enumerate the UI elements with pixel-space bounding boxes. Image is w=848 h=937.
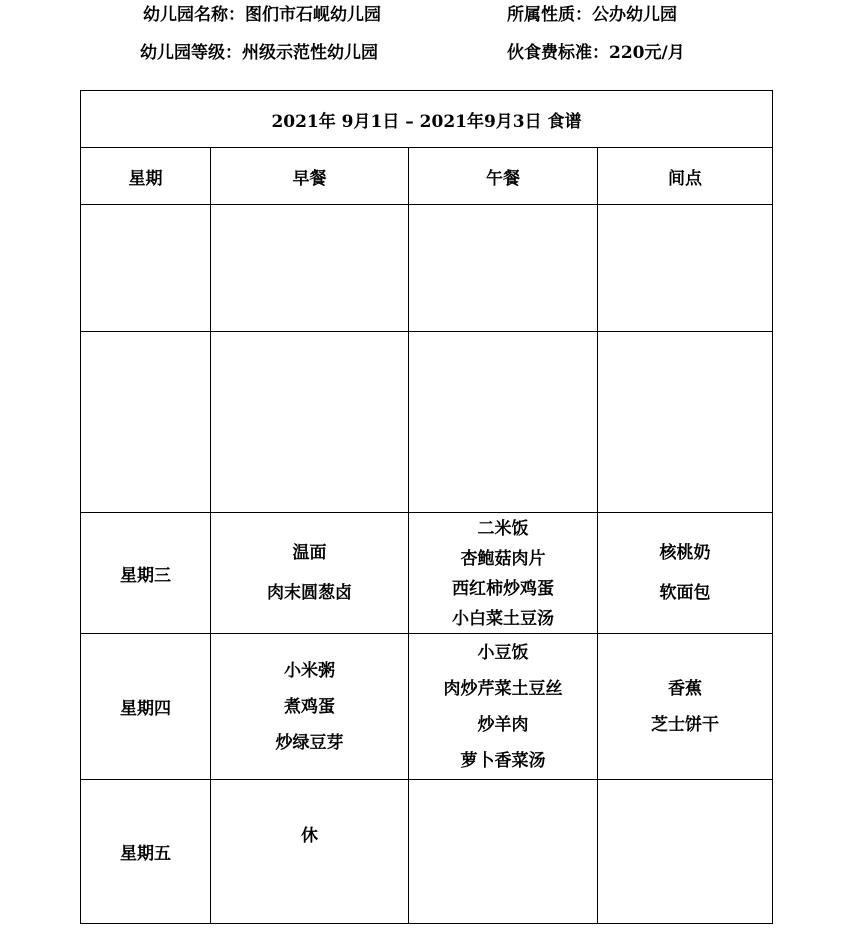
menu-item: 休 bbox=[301, 826, 318, 846]
menu-item: 核桃奶 bbox=[659, 543, 711, 563]
snack-cell bbox=[598, 634, 773, 780]
snack-cell bbox=[598, 513, 773, 634]
lunch-cell bbox=[409, 513, 598, 634]
menu-item: 温面 bbox=[292, 543, 327, 563]
day-cell: 星期三 bbox=[81, 513, 211, 634]
menu-item: 香蕉 bbox=[668, 678, 702, 699]
menu-item: 软面包 bbox=[659, 583, 711, 603]
kindergarten-grade: 幼儿园等级：州级示范性幼儿园 bbox=[140, 43, 378, 63]
breakfast-cell bbox=[211, 634, 409, 780]
day-cell: 星期五 bbox=[81, 780, 211, 924]
breakfast-cell bbox=[211, 780, 409, 924]
column-header-day: 星期 bbox=[81, 148, 211, 205]
lunch-cell bbox=[409, 205, 598, 332]
breakfast-cell bbox=[211, 205, 409, 332]
weekly-menu-table bbox=[80, 90, 773, 924]
table-row bbox=[81, 332, 773, 513]
menu-item: 炒羊肉 bbox=[477, 714, 529, 735]
breakfast-cell bbox=[211, 513, 409, 634]
column-header-lunch: 午餐 bbox=[409, 148, 598, 205]
day-cell bbox=[81, 332, 211, 513]
menu-item: 西红柿炒鸡蛋 bbox=[452, 579, 554, 599]
table-row bbox=[81, 513, 773, 634]
menu-item: 萝卜香菜汤 bbox=[460, 750, 546, 771]
menu-item: 肉末圆葱卤 bbox=[267, 583, 352, 603]
table-row bbox=[81, 205, 773, 332]
day-cell bbox=[81, 205, 211, 332]
snack-cell bbox=[598, 205, 773, 332]
menu-item: 煮鸡蛋 bbox=[284, 696, 335, 717]
column-header-breakfast: 早餐 bbox=[211, 148, 409, 205]
breakfast-cell bbox=[211, 332, 409, 513]
menu-item: 小白菜土豆汤 bbox=[452, 609, 554, 629]
menu-item: 炒绿豆芽 bbox=[275, 732, 344, 753]
lunch-cell bbox=[409, 780, 598, 924]
menu-item: 肉炒芹菜土豆丝 bbox=[443, 678, 563, 699]
table-row bbox=[81, 780, 773, 924]
lunch-cell bbox=[409, 332, 598, 513]
kindergarten-name: 幼儿园名称：图们市石岘幼儿园 bbox=[143, 5, 381, 25]
column-header-snack: 间点 bbox=[598, 148, 773, 205]
meal-fee-standard: 伙食费标准：220元/月 bbox=[507, 43, 685, 63]
menu-title: 2021年 9月1日 – 2021年9月3日 食谱 bbox=[81, 91, 773, 148]
day-cell: 星期四 bbox=[81, 634, 211, 780]
menu-item: 芝士饼干 bbox=[651, 714, 719, 735]
lunch-cell bbox=[409, 634, 598, 780]
header-row bbox=[81, 148, 773, 205]
snack-cell bbox=[598, 332, 773, 513]
menu-item: 二米饭 bbox=[477, 519, 529, 539]
menu-item: 杏鲍菇肉片 bbox=[460, 549, 546, 569]
kindergarten-nature: 所属性质：公办幼儿园 bbox=[507, 5, 677, 25]
snack-cell bbox=[598, 780, 773, 924]
menu-item: 小豆饭 bbox=[477, 642, 529, 663]
table-row bbox=[81, 634, 773, 780]
menu-item: 小米粥 bbox=[284, 660, 335, 681]
